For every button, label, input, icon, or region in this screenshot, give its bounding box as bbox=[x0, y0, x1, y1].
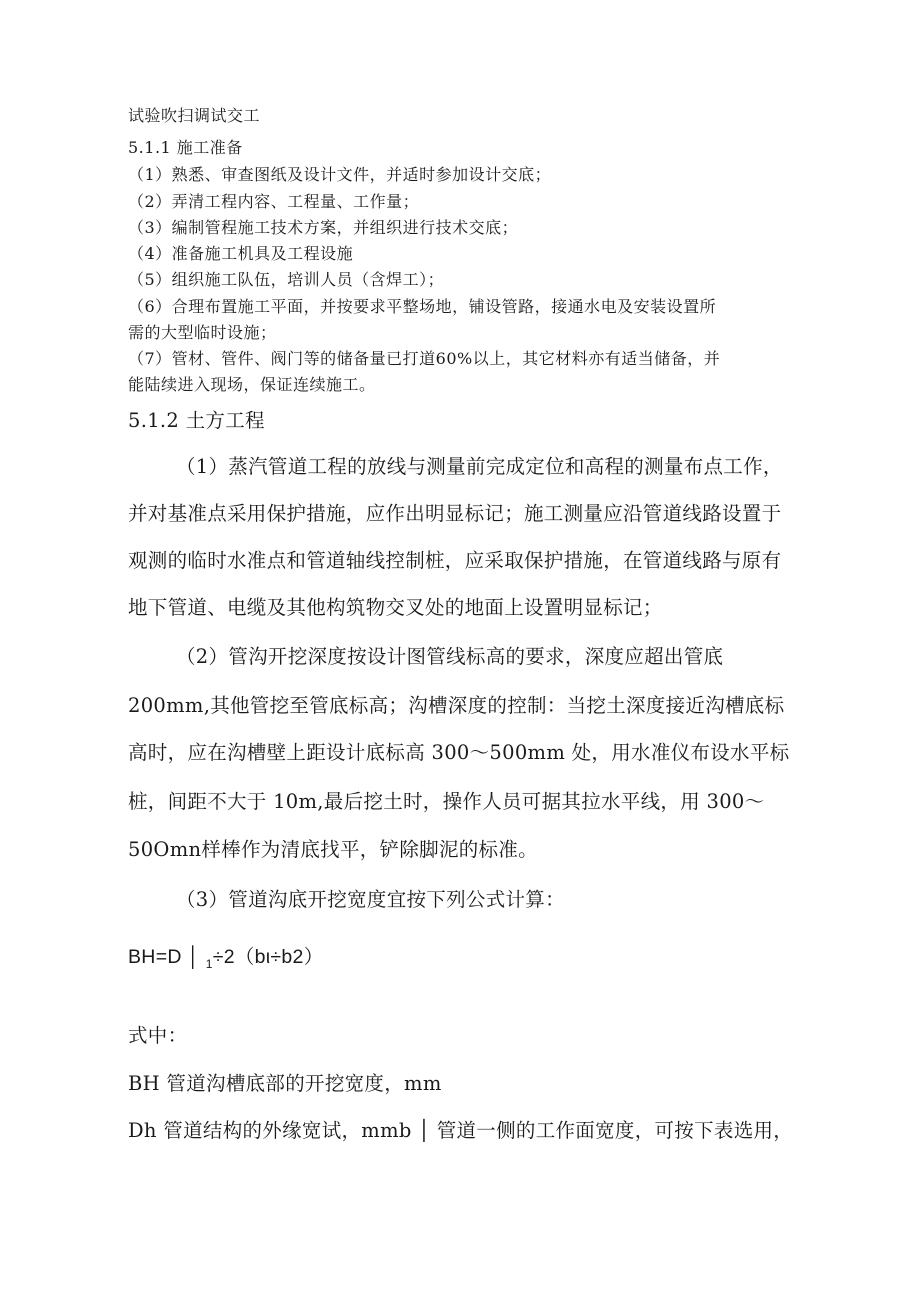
earthwork-para1-line1: （1）蒸汽管道工程的放线与测量前完成定位和高程的测量布点工作， bbox=[176, 455, 783, 478]
section-512-heading: 5.1.2 土方工程 bbox=[128, 409, 265, 432]
prep-item-6-cont: 需的大型临时设施； bbox=[128, 323, 277, 342]
where-label: 式中： bbox=[128, 1024, 188, 1047]
unit-fragment: 50Omn bbox=[128, 838, 202, 861]
earthwork-para2-line2: 200mm,其他管挖至管底标高；沟槽深度的控制：当挖土深度接近沟槽底标 bbox=[128, 694, 785, 717]
earthwork-para1-line4: 地下管道、电缆及其他构筑物交叉处的地面上设置明显标记； bbox=[128, 596, 663, 619]
formula-rest: ÷2（bι÷b2） bbox=[212, 946, 324, 968]
prep-item-5: （5）组织施工队伍，培训人员（含焊工）； bbox=[128, 270, 445, 289]
prep-item-3: （3）编制管程施工技术方案，并组织进行技术交底； bbox=[128, 218, 519, 237]
prep-item-7-cont: 能陆续进入现场，保证连续施工。 bbox=[128, 375, 376, 394]
definition-dh-tail: 管道一侧的工作面宽度，可按下表选用， bbox=[436, 1119, 794, 1142]
formula-subscript: 1 bbox=[205, 956, 213, 971]
definition-dh-text: Dh 管道结构的外缘宽试，mmb bbox=[128, 1119, 412, 1142]
earthwork-para2-line5 bbox=[128, 834, 538, 862]
definition-dh bbox=[128, 1115, 793, 1143]
line5-text: 样棒作为清底找平，铲除脚泥的标准。 bbox=[201, 838, 538, 861]
formula-main: BH=D bbox=[128, 946, 182, 968]
prep-item-2: （2）弄清工程内容、工程量、工作量； bbox=[128, 192, 420, 211]
definition-bh: BH 管道沟槽底部的开挖宽度，mm bbox=[128, 1072, 442, 1095]
formula-bar: │ bbox=[187, 946, 200, 968]
prep-item-6: （6）合理布置施工平面，并按要求平整场地，铺设管路，接通水电及安装设置所 bbox=[128, 297, 717, 316]
earthwork-para2-line3: 高时，应在沟槽壁上距设计底标高 300～500mm 处，用水准仪布设水平标 bbox=[128, 741, 790, 764]
earthwork-para2-line4: 桩，间距不大于 10m,最后挖土时，操作人员可据其拉水平线，用 300～ bbox=[128, 790, 765, 813]
trench-width-formula bbox=[128, 941, 324, 971]
earthwork-para3: （3）管道沟底开挖宽度宜按下列公式计算： bbox=[176, 888, 565, 911]
prep-item-7: （7）管材、管件、阀门等的储备量已打道60%以上，其它材料亦有适当储备，并 bbox=[128, 349, 721, 368]
section-511-heading: 5.1.1 施工准备 bbox=[128, 138, 243, 157]
intro-line: 试验吹扫调试交工 bbox=[128, 106, 261, 125]
earthwork-para2-line1: （2）管沟开挖深度按设计图管线标高的要求，深度应超出管底 bbox=[176, 645, 724, 668]
earthwork-para1-line3: 观测的临时水准点和管道轴线控制桩，应采取保护措施，在管道线路与原有 bbox=[128, 549, 782, 572]
prep-item-4: （4）准备施工机具及工程设施 bbox=[128, 244, 354, 263]
prep-item-1: （1）熟悉、审查图纸及设计文件，并适时参加设计交底； bbox=[128, 165, 552, 184]
earthwork-para1-line2: 并对基准点采用保护措施，应作出明显标记；施工测量应沿管道线路设置于 bbox=[128, 502, 782, 525]
definition-dh-bar: │ bbox=[418, 1119, 431, 1142]
